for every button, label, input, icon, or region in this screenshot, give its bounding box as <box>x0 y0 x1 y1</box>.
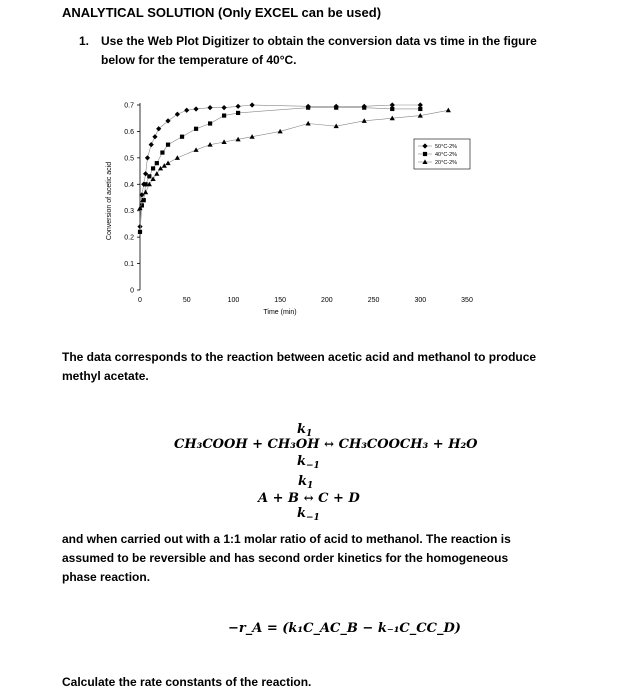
eq2-k-forward: $k_1$ <box>298 474 314 491</box>
data-point <box>418 102 423 107</box>
data-point <box>180 135 184 139</box>
data-point <box>154 171 159 176</box>
chart-legend <box>414 139 470 169</box>
data-point <box>193 147 198 152</box>
data-point <box>390 107 394 111</box>
x-tick-label: 200 <box>321 297 333 304</box>
data-point <box>147 174 151 178</box>
data-point <box>145 155 150 160</box>
y-tick-label: 0.6 <box>124 128 134 136</box>
data-point <box>158 166 163 171</box>
task-text: Use the Web Plot Digitizer to obtain the conversion data vs time in the figure below for the temperature of 40°C. <box>101 34 537 67</box>
data-point <box>208 121 212 125</box>
x-tick-label: 100 <box>227 297 240 304</box>
data-point <box>222 113 226 117</box>
x-axis-label: Time (min) <box>263 309 297 316</box>
legend-label: 20°C-2% <box>435 160 458 166</box>
y-tick-label: 0.2 <box>124 234 134 242</box>
data-point <box>306 106 310 110</box>
x-tick-label: 50 <box>182 297 191 304</box>
data-point <box>155 161 159 165</box>
data-point <box>250 102 255 107</box>
data-point <box>193 106 198 111</box>
y-tick-label: 0.7 <box>124 102 134 110</box>
eq1-k-reverse: $k_{-1}$ <box>297 454 320 471</box>
data-point <box>162 163 167 168</box>
data-point <box>165 161 170 166</box>
data-point <box>236 104 241 109</box>
y-axis-label: Conversion of acetic acid <box>106 161 113 241</box>
data-point <box>175 112 180 117</box>
x-tick-label: 250 <box>367 297 380 304</box>
series-line <box>140 105 420 227</box>
eq2-lhs: A + B <box>258 491 300 506</box>
y-tick-label: 0.4 <box>124 181 134 189</box>
data-point <box>334 106 338 110</box>
data-point <box>160 150 164 154</box>
data-point <box>151 166 155 170</box>
y-tick-label: 0 <box>130 287 134 295</box>
eq1-rhs: CH₃COOCH₃ + H₂O <box>338 437 478 452</box>
data-point <box>446 108 451 113</box>
y-tick-label: 0.5 <box>124 155 134 163</box>
legend-marker <box>423 152 427 156</box>
paragraph-question: Calculate the rate constants of the reaction. <box>62 675 312 689</box>
data-point <box>236 111 240 115</box>
legend-label: 50°C-2% <box>435 144 458 150</box>
y-tick-label: 0.3 <box>124 208 134 216</box>
eq2-rhs: C + D <box>318 491 360 506</box>
y-tick-label: 0.1 <box>124 261 134 269</box>
data-point <box>152 134 157 139</box>
equation-2 <box>258 491 360 506</box>
rate-law-equation: −r_A = (k₁C_AC_B − k₋₁C_CC_D) <box>228 621 461 636</box>
data-point <box>184 108 189 113</box>
legend-label: 40°C-2% <box>435 152 458 158</box>
x-tick-label: 350 <box>461 297 473 304</box>
eq1-lhs: CH₃COOH + CH₃OH <box>174 437 320 452</box>
paragraph-conditions: and when carried out with a 1:1 molar ratio of acid to methanol. The reaction is assumed to be reversible and has second order kinetics for the homogeneous phase reaction. <box>62 532 511 584</box>
data-point <box>221 105 226 110</box>
data-point <box>166 143 170 147</box>
data-point <box>194 127 198 131</box>
eq2-k-reverse: $k_{-1}$ <box>297 506 320 523</box>
eq1-k-forward: $k_1$ <box>297 422 313 439</box>
data-point <box>138 230 142 234</box>
paragraph-reaction: The data corresponds to the reaction between acetic acid and methanol to produce methyl acetate. <box>62 350 537 383</box>
eq2-arrow: ↔ <box>303 491 314 505</box>
x-tick-label: 150 <box>274 297 286 304</box>
x-tick-label: 0 <box>138 297 142 304</box>
x-tick-label: 300 <box>414 297 427 304</box>
series-line <box>140 108 420 232</box>
equation-1 <box>174 437 478 452</box>
data-point <box>418 107 422 111</box>
data-point <box>149 142 154 147</box>
data-point <box>306 121 311 126</box>
eq1-arrow: ↔ <box>324 437 335 451</box>
series-line <box>140 110 448 208</box>
task-item <box>79 32 549 70</box>
data-point <box>143 190 148 195</box>
data-point <box>207 105 212 110</box>
data-point <box>390 102 395 107</box>
task-number: 1. <box>79 34 90 48</box>
data-point <box>175 155 180 160</box>
document-heading: ANALYTICAL SOLUTION (Only EXCEL can be used) <box>62 5 382 20</box>
data-point <box>362 106 366 110</box>
conversion-chart <box>92 95 492 325</box>
